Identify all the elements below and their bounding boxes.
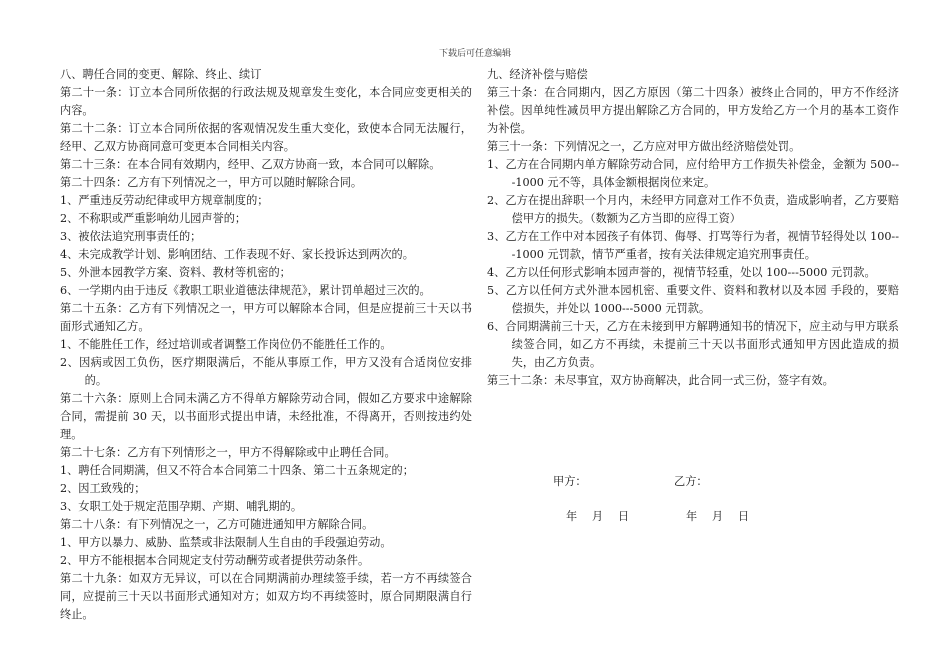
- paragraph: 第二十三条：在本合同有效期内，经甲、乙双方协商一致，本合同可以解除。: [60, 158, 441, 171]
- list-item: 1、乙方在合同期内单方解除劳动合同，应付给甲方工作损失补偿金，金额为 500---1000 元不等，具体金额根据岗位来定。: [487, 158, 899, 189]
- list-item: 2、不称职或严重影响幼儿园声誉的；: [60, 212, 247, 225]
- paragraph: 第二十一条：订立本合同所依据的行政法规及规章发生变化，本合同应变更相关的内容。: [60, 86, 472, 117]
- list-item: 5、外泄本园教学方案、资料、教材等机密的；: [60, 266, 291, 279]
- list-item: 2、因病或因工负伤，医疗期限满后，不能从事原工作，甲方又没有合适岗位安排的。: [60, 356, 472, 387]
- paragraph: 第二十八条：有下列情况之一，乙方可随进通知甲方解除合同。: [60, 518, 374, 531]
- list-item: 2、乙方在提出辞职一个月内，未经甲方同意对工作不负责，造成影响者，乙方要赔偿甲方的损失。（数额为乙方当即的应得工资）: [487, 194, 899, 225]
- paragraph: 第二十七条：乙方有下列情形之一，甲方不得解除或中止聘任合同。: [60, 446, 396, 459]
- list-item: 5、乙方以任何方式外泄本园机密、重要文件、资料和教材以及本园 手段的，要赔偿损失，并处以 1000---5000 元罚款。: [487, 284, 899, 315]
- list-item: 4、未完成教学计划、影响团结、工作表现不好、家长投诉达到两次的。: [60, 248, 414, 261]
- party-b-date: 年 月 日: [686, 510, 750, 523]
- paragraph: 八、聘任合同的变更、解除、终止、续订: [60, 68, 262, 81]
- list-item: 1、严重违反劳动纪律或甲方规章制度的；: [60, 194, 269, 207]
- paragraph: 第三十二条：未尽事宜，双方协商解决，此合同一式三份，签字有效。: [487, 374, 834, 387]
- paragraph: 第二十二条：订立本合同所依据的客观情况发生重大变化，致使本合同无法履行，经甲、乙双方协商同意可变更本合同相关内容。: [60, 122, 472, 153]
- paragraph: 第二十六条：原则上合同未满乙方不得单方解除劳动合同，假如乙方要求中途解除合同，需提前 30 天，以书面形式提出申请，未经批准，不得离开，否则按违约处理。: [60, 392, 472, 441]
- party-b-label: 乙方：: [674, 475, 708, 488]
- paragraph: 第二十九条：如双方无异议，可以在合同期满前办理续签手续，若一方不再续签合同，应提前三十天以书面形式通知对方；如双方均不再续签时，原合同期限满自行终止。: [60, 572, 472, 621]
- list-item: 2、因工致残的；: [60, 482, 146, 495]
- paragraph: 第三十条：在合同期内，因乙方原因（第二十四条）被终止合同的，甲方不作经济补偿。因单纯性减员甲方提出解除乙方合同的，甲方发给乙方一个月的基本工资作为补偿。: [487, 86, 899, 135]
- party-a-date: 年 月 日: [566, 510, 630, 523]
- left-column: [60, 66, 472, 624]
- list-item: 2、甲方不能根据本合同规定支付劳动酬劳或者提供劳动条件。: [60, 554, 370, 567]
- paragraph: 第二十四条：乙方有下列情况之一，甲方可以随时解除合同。: [60, 176, 363, 189]
- paragraph: 第二十五条：乙方有下列情况之一，甲方可以解除本合同，但是应提前三十天以书面形式通知乙方。: [60, 302, 472, 333]
- paragraph: 第三十一条：下列情况之一，乙方应对甲方做出经济赔偿处罚。: [487, 140, 801, 153]
- list-item: 3、被依法追究刑事责任的；: [60, 230, 202, 243]
- list-item: 3、乙方在工作中对本园孩子有体罚、侮辱、打骂等行为者，视情节轻得处以 100---1000 元罚款，情节严重者，按有关法律规定追究刑事责任。: [487, 230, 899, 261]
- paragraph: 九、经济补偿与赔偿: [487, 68, 588, 81]
- page-header: 下载后可任意编辑: [438, 49, 511, 59]
- list-item: 3、女职工处于规定范围孕期、产期、哺乳期的。: [60, 500, 303, 513]
- list-item: 1、聘任合同期满，但又不符合本合同第二十四条、第二十五条规定的；: [60, 464, 414, 477]
- party-a-label: 甲方：: [553, 475, 587, 488]
- list-item: 6、一学期内由于违反《教职工职业道德法律规范》，累计罚单超过三次的。: [60, 284, 431, 297]
- list-item: 1、甲方以暴力、威胁、监禁或非法限制人生自由的手段强迫劳动。: [60, 536, 392, 549]
- list-item: 6、合同期满前三十天，乙方在未接到甲方解聘通知书的情况下，应主动与甲方联系续签合同，如乙方不再续，未提前三十天以书面形式通知甲方因此造成的损失，由乙方负责。: [487, 320, 899, 369]
- list-item: 1、不能胜任工作，经过培训或者调整工作岗位仍不能胜任工作的。: [60, 338, 392, 351]
- list-item: 4、乙方以任何形式影响本园声誉的，视情节轻重，处以 100---5000 元罚款。: [487, 266, 876, 279]
- right-column: [487, 66, 899, 390]
